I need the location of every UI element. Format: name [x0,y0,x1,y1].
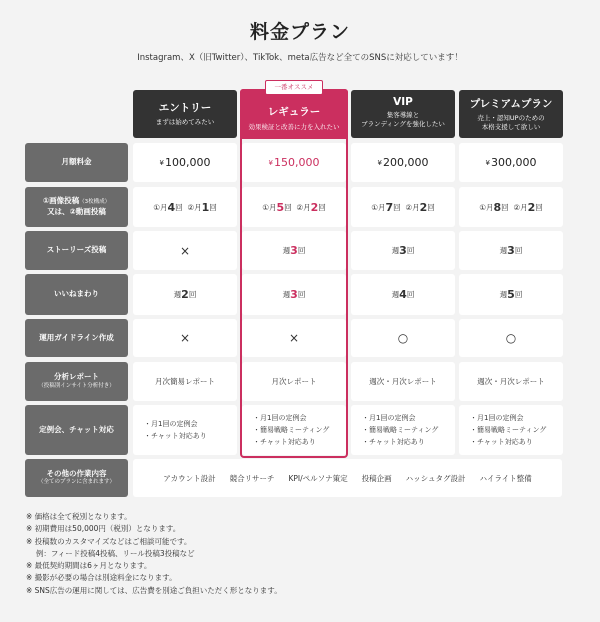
likes-cell-vip: 週 4 回 [351,274,455,315]
plan-header-vip [351,90,455,138]
note-line: ※ 初期費用は50,000円（税別）となります。 [26,524,181,534]
stories-cell-premium: 週 3 回 [459,231,563,270]
stories-cell-vip: 週 3 回 [351,231,455,270]
report-cell-vip: 週次・月次レポート [351,362,455,401]
note-line: ※ 投稿数のカスタマイズなどはご相談可能です。 [26,536,192,546]
meeting-cell-regular [242,405,346,455]
row-label-stories: ストーリーズ投稿 [25,231,128,270]
notes-section [26,511,282,597]
list-item: ・簡易戦略ミーティング [362,425,439,434]
row-label-likes: いいねまわり [25,274,128,315]
guidelines-cell-premium: ○ [459,319,563,357]
stories-cell-entry: × [133,231,237,270]
price-cell-vip: ¥ 200,000 [351,143,455,182]
recommend-badge: 一番オススメ [265,80,323,95]
plan-name: レギュラー [267,106,321,118]
row-label-meeting: 定例会、チャット対応 [25,405,128,455]
posts-cell-regular: ①月 5 回 ②月 2 回 [242,187,346,227]
task-item: ハイライト整備 [479,473,532,483]
list-item: ・月1回の定例会 [362,413,416,422]
plan-desc: 効果検証と改善に力を入れたい [248,123,340,131]
row-label-guidelines: 運用ガイドライン作成 [25,319,128,357]
plan-desc: 売上・認知UPのための 本格支援して欲しい [477,114,545,131]
guidelines-cell-entry: × [133,319,237,357]
list-item: ・チャット対応あり [362,438,425,447]
row-label-report: 分析レポート （投稿別インサイト分析付き） [25,362,128,401]
posts-cell-premium: ①月 8 回 ②月 2 回 [459,187,563,227]
list-item: ・月1回の定例会 [144,419,198,428]
note-line: 例：フィード投稿4投稿、リール投稿3投稿など [26,548,195,558]
report-cell-entry: 月次簡易レポート [133,362,237,401]
likes-cell-entry: 週 2 回 [133,274,237,315]
price-cell-regular: ¥ 150,000 [242,143,346,182]
row-label-posts: ①画像投稿（3枚構成） 又は、②動画投稿 [25,187,128,227]
note-line: ※ 最低契約期間は6ヶ月となります。 [26,561,152,571]
price-cell-entry: ¥ 100,000 [133,143,237,182]
stories-cell-regular: 週 3 回 [242,231,346,270]
task-item: KPI/ペルソナ策定 [288,473,348,483]
price-cell-premium: ¥ 300,000 [459,143,563,182]
plan-header-entry [133,90,237,138]
plan-desc: まずは始めてみたい [155,118,215,126]
note-line: ※ 価格は全て税別となります。 [26,512,132,521]
plan-name: プレミアムプラン [469,98,553,110]
meeting-cell-premium [459,405,563,455]
task-item: 投稿企画 [361,473,392,483]
meeting-cell-entry [133,405,237,455]
plan-header-regular [240,89,348,139]
plan-name: エントリー [158,102,212,114]
posts-cell-entry: ①月 4 回 ②月 1 回 [133,187,237,227]
report-cell-premium: 週次・月次レポート [459,362,563,401]
guidelines-cell-regular: × [242,319,346,357]
list-item: ・月1回の定例会 [470,413,524,422]
page-title: 料金プラン [249,21,350,43]
other-tasks-cell [133,459,562,497]
list-item: ・チャット対応あり [144,432,207,440]
row-label-other: その他の作業内容 （全てのプランに含まれます） [25,459,128,497]
report-cell-regular: 月次レポート [242,362,346,401]
note-line: ※ SNS広告の運用に関しては、広告費を別途ご負担いただく形となります。 [26,585,282,595]
posts-cell-vip: ①月 7 回 ②月 2 回 [351,187,455,227]
page-subtitle: Instagram、X（旧Twitter）、TikTok、meta広告など全てのSNSに対応しています！ [137,53,463,63]
list-item: ・簡易戦略ミーティング [470,425,547,434]
meeting-cell-vip [351,405,455,455]
plan-desc: 集客導線と ブランディングを強化したい [361,111,445,128]
task-item: ハッシュタグ設計 [405,473,466,483]
task-item: アカウント設計 [163,473,216,483]
list-item: ・月1回の定例会 [253,413,307,422]
likes-cell-regular: 週 3 回 [242,274,346,315]
plan-header-premium [459,90,563,138]
list-item: ・チャット対応あり [253,438,316,447]
note-line: ※ 撮影が必要の場合は別途料金になります。 [26,573,177,583]
plan-name: VIP [393,96,413,108]
list-item: ・簡易戦略ミーティング [253,425,330,434]
likes-cell-premium: 週 5 回 [459,274,563,315]
guidelines-cell-vip: ○ [351,319,455,357]
row-label-price: 月額料金 [25,143,128,182]
task-item: 競合リサーチ [229,473,275,483]
list-item: ・チャット対応あり [470,438,533,447]
